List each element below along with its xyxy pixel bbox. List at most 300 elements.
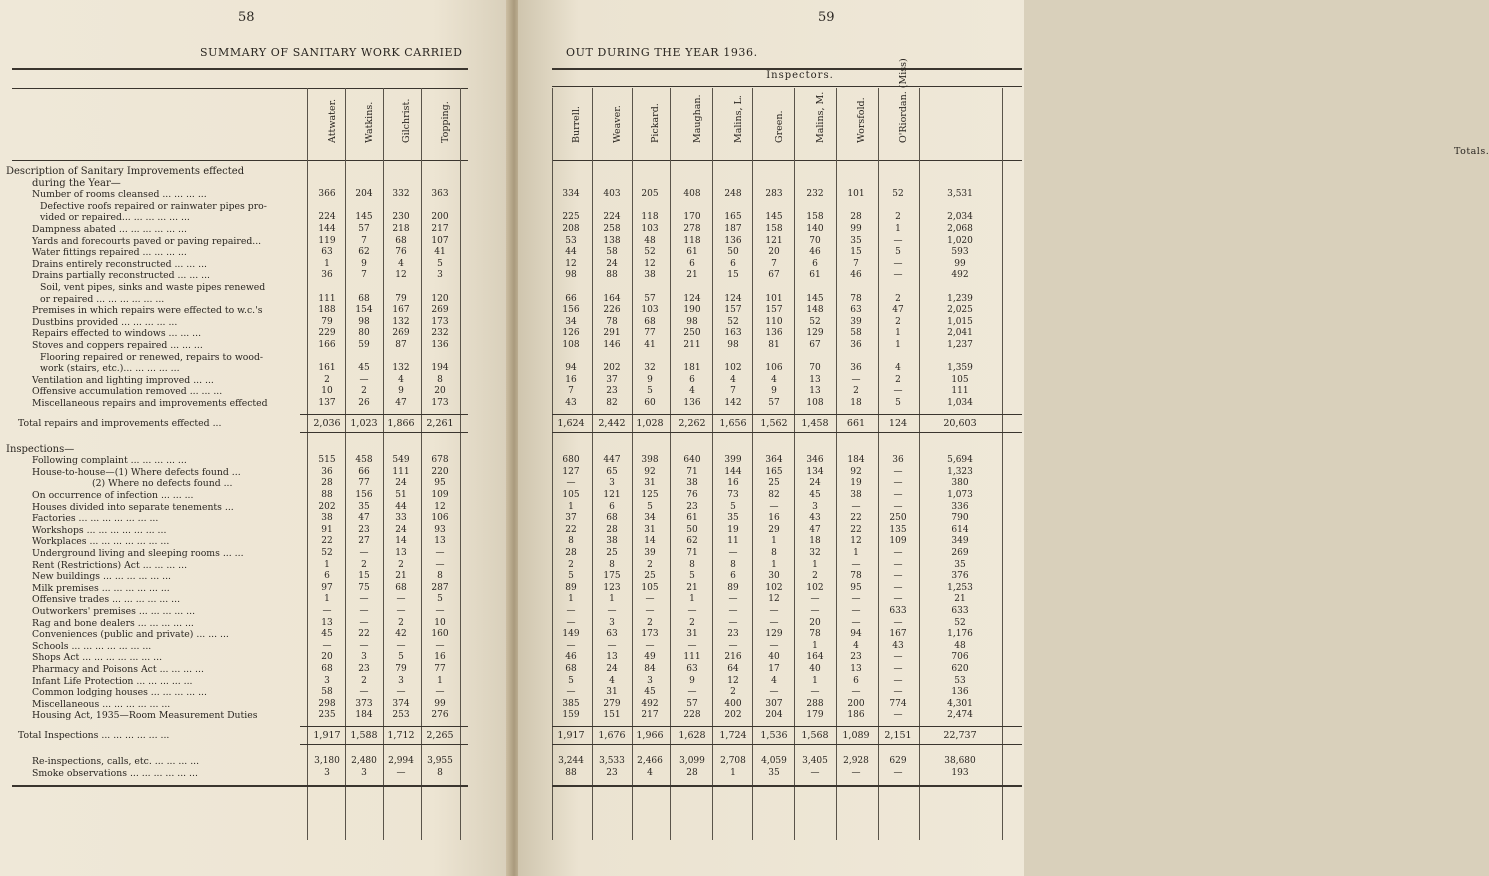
table-cell: — bbox=[893, 490, 903, 500]
column-rule-right bbox=[1002, 88, 1003, 840]
table-cell: 2,025 bbox=[947, 305, 973, 316]
table-cell: 2 bbox=[853, 386, 859, 397]
table-cell: 2,442 bbox=[598, 417, 626, 429]
total-bottom-rule-left bbox=[300, 432, 468, 433]
table-cell: — bbox=[810, 606, 820, 616]
table-cell: 9 bbox=[361, 258, 367, 269]
table-cell: 2,034 bbox=[947, 212, 973, 223]
table-cell: 3 bbox=[324, 767, 330, 778]
column-header-pickard bbox=[635, 88, 665, 154]
table-cell: 1,656 bbox=[719, 417, 747, 429]
table-cell: 121 bbox=[765, 235, 783, 246]
table-cell: 17 bbox=[768, 664, 780, 674]
table-cell: — bbox=[645, 640, 655, 651]
table-cell: — bbox=[851, 374, 861, 385]
table-head-bottom-rule-left bbox=[12, 160, 468, 161]
table-cell: 2,068 bbox=[947, 224, 973, 234]
table-cell: — bbox=[893, 675, 903, 686]
table-cell: 680 bbox=[562, 455, 580, 466]
table-cell: 10 bbox=[321, 386, 333, 397]
table-cell: 230 bbox=[392, 212, 410, 223]
table-cell: 39 bbox=[850, 316, 862, 327]
column-header-oriordanmiss bbox=[883, 58, 913, 154]
table-cell: 334 bbox=[562, 189, 580, 200]
table-cell: 73 bbox=[727, 490, 739, 500]
table-cell: 225 bbox=[562, 212, 580, 223]
table-cell: 37 bbox=[606, 374, 618, 385]
table-cell: 111 bbox=[318, 293, 336, 304]
table-cell: 22,737 bbox=[943, 730, 977, 741]
row-label: Common lodging houses ... ... ... ... ... bbox=[32, 687, 207, 699]
table-cell: 218 bbox=[392, 224, 410, 234]
row-label: House-to-house—(1) Where defects found ... bbox=[32, 466, 241, 478]
table-cell: 138 bbox=[603, 235, 621, 246]
table-cell: 226 bbox=[603, 305, 621, 316]
table-cell: 8 bbox=[609, 559, 615, 570]
table-cell: 29 bbox=[768, 524, 780, 535]
table-cell: 36 bbox=[850, 340, 862, 350]
table-cell: 151 bbox=[603, 710, 621, 721]
table-cell: 1 bbox=[853, 548, 859, 558]
table-cell: 92 bbox=[850, 466, 862, 477]
table-cell: 19 bbox=[727, 524, 739, 535]
table-cell: 14 bbox=[644, 536, 656, 547]
table-cell: 118 bbox=[683, 235, 701, 246]
table-cell: 146 bbox=[603, 340, 621, 350]
table-cell: 549 bbox=[392, 455, 410, 466]
table-cell: — bbox=[893, 710, 903, 721]
table-cell: 22 bbox=[565, 524, 577, 535]
row-label: Miscellaneous ... ... ... ... ... ... bbox=[32, 698, 171, 710]
table-cell: 98 bbox=[358, 316, 370, 327]
table-cell: 13 bbox=[606, 652, 618, 663]
table-cell: 7 bbox=[853, 258, 859, 269]
table-cell: 2,262 bbox=[678, 417, 706, 429]
table-cell: 220 bbox=[431, 466, 449, 477]
table-cell: 269 bbox=[392, 328, 410, 339]
table-cell: 179 bbox=[806, 710, 824, 721]
row-label: Shops Act ... ... ... ... ... ... ... bbox=[32, 652, 163, 664]
table-cell: 24 bbox=[395, 478, 407, 489]
table-cell: 620 bbox=[951, 664, 969, 674]
table-cell: 31 bbox=[644, 478, 656, 489]
inspectors-label: Inspectors. bbox=[766, 70, 834, 81]
table-cell: 20 bbox=[434, 386, 446, 397]
table-cell: 188 bbox=[318, 305, 336, 316]
table-cell: 48 bbox=[644, 235, 656, 246]
table-cell: 13 bbox=[395, 548, 407, 558]
table-cell: 81 bbox=[768, 340, 780, 350]
table-cell: 99 bbox=[434, 698, 446, 709]
table-cell: 6 bbox=[730, 571, 736, 582]
table-cell: 12 bbox=[768, 594, 780, 605]
table-cell: 2 bbox=[361, 386, 367, 397]
table-cell: 61 bbox=[809, 270, 821, 281]
table-cell: 25 bbox=[606, 548, 618, 558]
table-cell: 68 bbox=[644, 316, 656, 327]
table-cell: 1,239 bbox=[947, 293, 973, 304]
table-cell: 3 bbox=[361, 652, 367, 663]
table-cell: — bbox=[893, 478, 903, 489]
table-cell: 385 bbox=[562, 698, 580, 709]
row-label: On occurrence of infection ... ... ... bbox=[32, 490, 194, 501]
table-cell: 99 bbox=[850, 224, 862, 234]
table-cell: 3 bbox=[324, 675, 330, 686]
table-cell: — bbox=[851, 501, 861, 512]
column-header-green bbox=[759, 88, 789, 154]
table-cell: 48 bbox=[954, 640, 966, 651]
table-cell: — bbox=[396, 640, 406, 651]
table-cell: 7 bbox=[361, 235, 367, 246]
table-cell: 1,966 bbox=[636, 730, 664, 741]
table-cell: 208 bbox=[562, 224, 580, 234]
table-cell: 629 bbox=[889, 756, 907, 766]
table-cell: 1,536 bbox=[760, 730, 788, 741]
table-cell: 102 bbox=[765, 582, 783, 593]
table-cell: 269 bbox=[431, 305, 449, 316]
table-cell: 1 bbox=[895, 328, 901, 339]
table-cell: 6 bbox=[609, 501, 615, 512]
table-cell: 3 bbox=[398, 675, 404, 686]
table-cell: — bbox=[851, 687, 861, 698]
table-cell: 279 bbox=[603, 698, 621, 709]
table-cell: 1 bbox=[609, 594, 615, 605]
table-cell: 217 bbox=[431, 224, 449, 234]
table-cell: 4 bbox=[771, 374, 777, 385]
table-cell: 45 bbox=[809, 490, 821, 500]
table-cell: 50 bbox=[727, 247, 739, 258]
table-cell: 2 bbox=[812, 571, 818, 582]
table-cell: 66 bbox=[565, 293, 577, 304]
row-label: Stoves and coppers repaired ... ... ... bbox=[32, 340, 203, 351]
table-cell: 283 bbox=[765, 189, 783, 200]
table-cell: 76 bbox=[686, 490, 698, 500]
table-cell: — bbox=[893, 582, 903, 593]
table-cell: 31 bbox=[644, 524, 656, 535]
table-cell: 46 bbox=[809, 247, 821, 258]
table-cell: 60 bbox=[644, 398, 656, 408]
table-cell: 3,099 bbox=[679, 756, 705, 766]
column-header-label: Maughan. bbox=[692, 94, 703, 143]
table-cell: 23 bbox=[606, 767, 618, 778]
table-cell: 13 bbox=[321, 617, 333, 628]
table-cell: 132 bbox=[392, 316, 410, 327]
table-cell: 24 bbox=[809, 478, 821, 489]
table-cell: — bbox=[435, 548, 445, 558]
heading-right: OUT DURING THE YEAR 1936. bbox=[566, 46, 758, 59]
table-cell: 158 bbox=[806, 212, 824, 223]
table-cell: 380 bbox=[951, 478, 969, 489]
table-cell: 28 bbox=[850, 212, 862, 223]
table-cell: 1,628 bbox=[678, 730, 706, 741]
column-header-label: Worsfold. bbox=[856, 97, 867, 143]
table-cell: 5 bbox=[437, 594, 443, 605]
table-cell: 79 bbox=[395, 664, 407, 674]
table-cell: 492 bbox=[641, 698, 659, 709]
table-cell: 95 bbox=[850, 582, 862, 593]
table-cell: 20,603 bbox=[943, 417, 977, 429]
row-label: Workplaces ... ... ... ... ... ... ... bbox=[32, 536, 170, 548]
table-cell: 144 bbox=[318, 224, 336, 234]
row-label: Water fittings repaired ... ... ... ... bbox=[32, 247, 187, 259]
table-cell: 52 bbox=[892, 189, 904, 200]
table-cell: — bbox=[893, 386, 903, 397]
table-cell: 18 bbox=[809, 536, 821, 547]
table-cell: 45 bbox=[321, 629, 333, 640]
table-cell: 5 bbox=[895, 398, 901, 408]
table-cell: 374 bbox=[392, 698, 410, 709]
table-cell: 103 bbox=[641, 305, 659, 316]
table-cell: 2 bbox=[895, 212, 901, 223]
table-cell: 57 bbox=[358, 224, 370, 234]
table-cell: 88 bbox=[606, 270, 618, 281]
table-cell: — bbox=[396, 767, 406, 778]
row-label: Total repairs and improvements effected ... bbox=[18, 417, 222, 429]
table-cell: 51 bbox=[395, 490, 407, 500]
column-header-label: Weaver. bbox=[612, 105, 623, 143]
table-cell: 42 bbox=[395, 629, 407, 640]
inspectors-underline bbox=[552, 86, 1022, 87]
table-cell: 4 bbox=[647, 767, 653, 778]
table-cell: 1,028 bbox=[636, 417, 664, 429]
table-cell: 144 bbox=[724, 466, 742, 477]
row-label: Rent (Restrictions) Act ... ... ... ... bbox=[32, 559, 188, 571]
row-label: Conveniences (public and private) ... ... ... bbox=[32, 629, 229, 641]
table-cell: — bbox=[769, 640, 779, 651]
table-cell: 164 bbox=[806, 652, 824, 663]
table-cell: 204 bbox=[765, 710, 783, 721]
table-cell: 38 bbox=[850, 490, 862, 500]
table-cell: — bbox=[893, 767, 903, 778]
table-cell: 1,866 bbox=[387, 417, 415, 429]
table-cell: 5 bbox=[895, 247, 901, 258]
right-page bbox=[518, 0, 1489, 876]
table-cell: 408 bbox=[683, 189, 701, 200]
table-cell: 40 bbox=[809, 664, 821, 674]
table-cell: 119 bbox=[318, 235, 336, 246]
table-cell: 27 bbox=[358, 536, 370, 547]
table-cell: 121 bbox=[603, 490, 621, 500]
column-header-malinsm bbox=[800, 88, 830, 154]
table-cell: 20 bbox=[768, 247, 780, 258]
table-cell: — bbox=[359, 687, 369, 698]
table-cell: — bbox=[435, 559, 445, 570]
table-cell: 7 bbox=[771, 258, 777, 269]
table-cell: 678 bbox=[431, 455, 449, 466]
table-cell: 1 bbox=[324, 258, 330, 269]
table-cell: 71 bbox=[686, 548, 698, 558]
table-cell: 193 bbox=[951, 767, 969, 778]
table-cell: 9 bbox=[647, 374, 653, 385]
total-rule-right bbox=[552, 414, 1022, 415]
table-cell: 33 bbox=[395, 513, 407, 524]
table-cell: 75 bbox=[358, 582, 370, 593]
table-cell: 1,676 bbox=[598, 730, 626, 741]
table-cell: 258 bbox=[603, 224, 621, 234]
table-cell: 63 bbox=[606, 629, 618, 640]
table-cell: 13 bbox=[850, 664, 862, 674]
table-cell: 68 bbox=[606, 513, 618, 524]
table-cell: 5 bbox=[689, 571, 695, 582]
table-cell: 157 bbox=[765, 305, 783, 316]
table-cell: 63 bbox=[850, 305, 862, 316]
table-cell: 52 bbox=[954, 617, 966, 628]
table-cell: — bbox=[435, 687, 445, 698]
table-cell: 1,253 bbox=[947, 582, 973, 593]
total-bottom-rule-left bbox=[300, 744, 468, 745]
table-cell: — bbox=[769, 617, 779, 628]
row-label: Factories ... ... ... ... ... ... ... bbox=[32, 513, 159, 525]
table-cell: — bbox=[769, 501, 779, 512]
table-cell: 12 bbox=[395, 270, 407, 281]
table-cell: 36 bbox=[850, 363, 862, 374]
table-cell: 108 bbox=[562, 340, 580, 350]
table-cell: 4 bbox=[730, 374, 736, 385]
table-cell: 2 bbox=[361, 559, 367, 570]
table-cell: 4,301 bbox=[947, 698, 973, 709]
table-cell: 1 bbox=[324, 594, 330, 605]
table-cell: 98 bbox=[686, 316, 698, 327]
table-cell: 34 bbox=[565, 316, 577, 327]
row-label: (2) Where no defects found ... bbox=[92, 478, 233, 490]
table-cell: 77 bbox=[358, 478, 370, 489]
table-cell: 13 bbox=[809, 374, 821, 385]
table-cell: 111 bbox=[683, 652, 701, 663]
table-cell: 84 bbox=[644, 664, 656, 674]
table-cell: 224 bbox=[603, 212, 621, 223]
table-cell: 248 bbox=[724, 189, 742, 200]
table-cell: 88 bbox=[321, 490, 333, 500]
table-cell: 23 bbox=[606, 386, 618, 397]
table-cell: 31 bbox=[606, 687, 618, 698]
table-cell: 228 bbox=[683, 710, 701, 721]
table-cell: 399 bbox=[724, 455, 742, 466]
table-cell: 18 bbox=[850, 398, 862, 408]
table-cell: 1,624 bbox=[557, 417, 585, 429]
row-label: Schools ... ... ... ... ... ... ... bbox=[32, 640, 152, 652]
table-cell: 1 bbox=[812, 675, 818, 686]
table-cell: 3,244 bbox=[558, 756, 584, 766]
table-cell: 3 bbox=[812, 501, 818, 512]
column-header-label: Malins, L. bbox=[733, 95, 744, 143]
table-cell: 101 bbox=[847, 189, 865, 200]
table-cell: 41 bbox=[434, 247, 446, 258]
table-cell: 170 bbox=[683, 212, 701, 223]
table-cell: 163 bbox=[724, 328, 742, 339]
table-cell: 68 bbox=[395, 582, 407, 593]
table-cell: 38 bbox=[644, 270, 656, 281]
table-cell: 68 bbox=[358, 293, 370, 304]
table-cell: — bbox=[728, 617, 738, 628]
table-cell: 108 bbox=[806, 398, 824, 408]
table-cell: 1,712 bbox=[387, 730, 415, 741]
row-label: or repaired ... ... ... ... ... ... bbox=[40, 293, 165, 305]
table-cell: 94 bbox=[850, 629, 862, 640]
total-rule-right bbox=[552, 726, 1022, 727]
table-cell: 3,405 bbox=[802, 756, 828, 766]
table-cell: 167 bbox=[889, 629, 907, 640]
table-cell: — bbox=[645, 594, 655, 605]
row-label: Smoke observations ... ... ... ... ... ... bbox=[32, 767, 198, 779]
table-cell: 1 bbox=[568, 501, 574, 512]
table-cell: 3 bbox=[609, 617, 615, 628]
table-cell: 13 bbox=[809, 386, 821, 397]
table-cell: 13 bbox=[434, 536, 446, 547]
table-cell: — bbox=[728, 640, 738, 651]
table-cell: 229 bbox=[318, 328, 336, 339]
column-header-maughan bbox=[677, 88, 707, 154]
table-cell: — bbox=[566, 606, 576, 616]
table-cell: 157 bbox=[724, 305, 742, 316]
table-cell: 3,531 bbox=[947, 189, 973, 200]
table-cell: 61 bbox=[686, 247, 698, 258]
table-cell: 156 bbox=[562, 305, 580, 316]
table-cell: 4 bbox=[895, 363, 901, 374]
row-label: Yards and forecourts paved or paving repaired... bbox=[32, 235, 262, 247]
table-cell: 5,694 bbox=[947, 455, 973, 466]
table-cell: 161 bbox=[318, 363, 336, 374]
table-cell: 16 bbox=[768, 513, 780, 524]
table-cell: 1,588 bbox=[350, 730, 378, 741]
table-cell: 105 bbox=[562, 490, 580, 500]
table-cell: 64 bbox=[727, 664, 739, 674]
table-cell: 107 bbox=[431, 235, 449, 246]
table-cell: 4 bbox=[398, 374, 404, 385]
table-cell: 16 bbox=[727, 478, 739, 489]
table-cell: 36 bbox=[321, 466, 333, 477]
column-header-label: Malins, M. bbox=[815, 91, 826, 143]
column-header-label: Green. bbox=[774, 110, 785, 143]
table-cell: — bbox=[893, 617, 903, 628]
table-cell: — bbox=[687, 606, 697, 616]
row-label: Outworkers' premises ... ... ... ... ... bbox=[32, 606, 196, 617]
table-cell: 35 bbox=[768, 767, 780, 778]
table-cell: 202 bbox=[724, 710, 742, 721]
table-cell: 25 bbox=[644, 571, 656, 582]
row-label: Defective roofs repaired or rainwater pipes pro- bbox=[40, 200, 267, 212]
table-cell: 366 bbox=[318, 189, 336, 200]
table-cell: 7 bbox=[730, 386, 736, 397]
table-cell: 28 bbox=[606, 524, 618, 535]
table-cell: 336 bbox=[951, 501, 969, 512]
row-label: New buildings ... ... ... ... ... ... bbox=[32, 571, 171, 583]
table-cell: 7 bbox=[361, 270, 367, 281]
table-cell: 125 bbox=[641, 490, 659, 500]
table-cell: 2,474 bbox=[947, 710, 973, 721]
table-cell: 22 bbox=[358, 629, 370, 640]
table-cell: 140 bbox=[806, 224, 824, 234]
table-cell: 398 bbox=[641, 455, 659, 466]
table-head-bottom-rule-right bbox=[552, 160, 1022, 161]
table-cell: 71 bbox=[686, 466, 698, 477]
table-cell: 52 bbox=[321, 548, 333, 558]
table-cell: 166 bbox=[318, 340, 336, 350]
table-cell: — bbox=[359, 374, 369, 385]
row-label: Repairs effected to windows ... ... ... bbox=[32, 328, 202, 340]
table-cell: 2,928 bbox=[843, 756, 869, 766]
table-cell: 111 bbox=[392, 466, 410, 477]
table-cell: 105 bbox=[951, 374, 969, 385]
total-bottom-rule-right bbox=[552, 744, 1022, 745]
table-cell: 30 bbox=[768, 571, 780, 582]
table-cell: 36 bbox=[892, 455, 904, 466]
row-label: Workshops ... ... ... ... ... ... ... bbox=[32, 524, 167, 536]
table-cell: — bbox=[810, 687, 820, 698]
row-label: Following complaint ... ... ... ... ... bbox=[32, 455, 187, 467]
table-cell: — bbox=[687, 687, 697, 698]
table-cell: 2,041 bbox=[947, 328, 973, 339]
table-cell: 129 bbox=[806, 328, 824, 339]
